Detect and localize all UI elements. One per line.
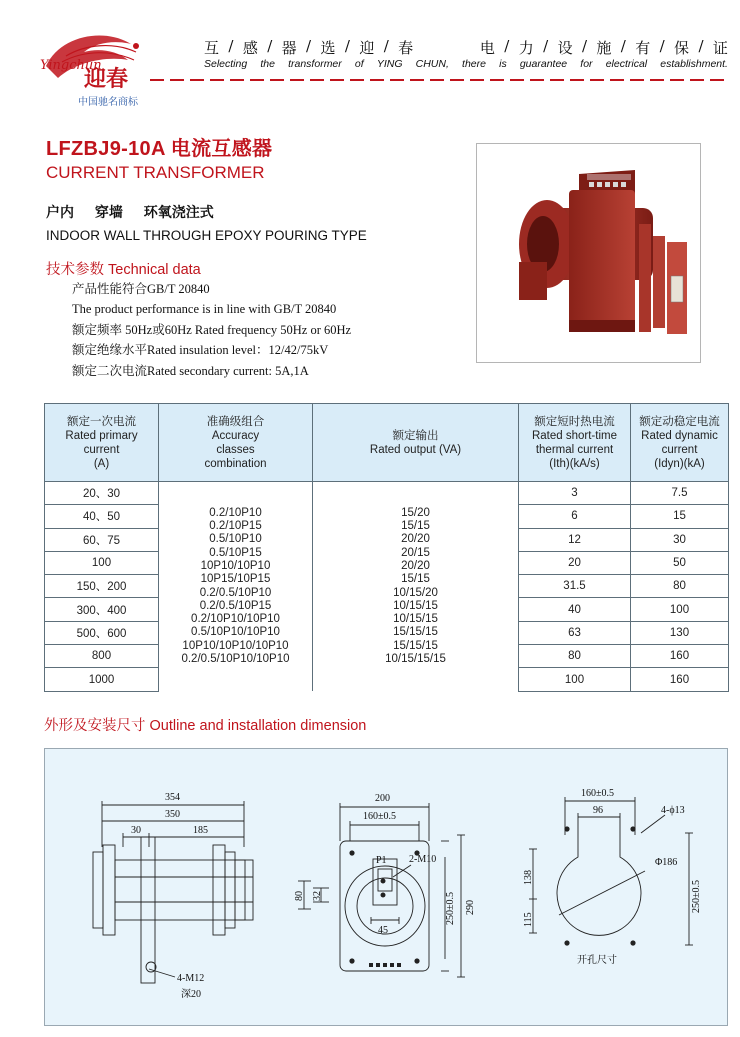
product-type-chinese: 户内 穿墙 环氧浇注式 bbox=[46, 205, 214, 221]
thermal-current-cell: 31.5 bbox=[519, 575, 631, 598]
header-divider bbox=[150, 79, 728, 81]
brand-mark: 迎春 bbox=[84, 66, 129, 92]
technical-data-lines bbox=[72, 279, 351, 381]
dynamic-current-cell: 50 bbox=[631, 551, 729, 574]
primary-current-cell: 60、75 bbox=[45, 528, 159, 551]
spec-line: 额定绝缘水平Rated insulation level：12/42/75kV bbox=[72, 343, 329, 358]
slogan-word: there bbox=[462, 58, 486, 70]
dim-label: 80 bbox=[294, 891, 305, 901]
thermal-current-cell: 80 bbox=[519, 645, 631, 668]
thermal-current-cell: 20 bbox=[519, 551, 631, 574]
thermal-current-cell: 6 bbox=[519, 505, 631, 528]
header-accuracy-classes: 准确级组合 Accuracy classes combination bbox=[159, 404, 313, 482]
outline-heading: 外形及安装尺寸 Outline and installation dimension bbox=[44, 718, 367, 734]
dim-label: 160±0.5 bbox=[581, 788, 614, 799]
dynamic-current-cell: 7.5 bbox=[631, 482, 729, 505]
slogan-word: the bbox=[260, 58, 275, 70]
slogan-char: 春 bbox=[398, 39, 414, 57]
rated-output-cell: 15/20 15/15 20/20 20/15 20/20 15/15 10/15/20 10/15/15 10/15/15 15/15/15 15/15/15 10/15/15/15 bbox=[313, 482, 519, 692]
product-title-english: CURRENT TRANSFORMER bbox=[46, 163, 265, 182]
slogan-english bbox=[204, 58, 728, 70]
primary-current-cell: 100 bbox=[45, 551, 159, 574]
technical-data-heading: 技术参数 Technical data bbox=[46, 262, 201, 278]
dim-label: 354 bbox=[165, 792, 180, 803]
product-title: LFZBJ9-10A 电流互感器 bbox=[46, 138, 273, 160]
mounting-hole bbox=[564, 940, 569, 945]
dim-label: 290 bbox=[465, 900, 476, 915]
header-rated-output: 额定输出 Rated output (VA) bbox=[313, 404, 519, 482]
spec-line: 产品性能符合GB/T 20840 bbox=[72, 282, 210, 296]
slogan-word: YING bbox=[376, 58, 403, 70]
side-view bbox=[93, 801, 253, 983]
dynamic-current-cell: 30 bbox=[631, 528, 729, 551]
dim-label: 185 bbox=[193, 825, 208, 836]
slogan-word: is bbox=[499, 58, 507, 70]
primary-current-cell: 150、200 bbox=[45, 575, 159, 598]
header-rated-primary-current: 额定一次电流 Rated primary current (A) bbox=[45, 404, 159, 482]
dim-label: P1 bbox=[376, 855, 387, 866]
dynamic-current-cell: 160 bbox=[631, 668, 729, 691]
slogan-char: 器 bbox=[281, 39, 297, 57]
thermal-current-cell: 63 bbox=[519, 621, 631, 644]
slogan-char: 保 bbox=[674, 39, 690, 57]
slogan-char: 互 bbox=[204, 39, 220, 57]
dim-label: 4-M12 bbox=[177, 973, 205, 984]
dim-label: 200 bbox=[375, 793, 390, 804]
slogan-char: 证 bbox=[712, 39, 728, 57]
slogan-word: of bbox=[354, 58, 364, 70]
dynamic-current-cell: 160 bbox=[631, 645, 729, 668]
slogan-chinese: 互 / 感 / 器 / 选 / 迎 / 春 电 / 力 / 设 / 施 / 有 / 保 / 证 bbox=[204, 37, 728, 57]
dynamic-current-cell: 100 bbox=[631, 598, 729, 621]
mounting-hole bbox=[630, 826, 635, 831]
slogan-word: Selecting bbox=[204, 58, 248, 70]
header-thermal-current: 额定短时热电流 Rated short-time thermal current (Ith)(kA/s) bbox=[519, 404, 631, 482]
slogan-char: 力 bbox=[518, 39, 534, 57]
cutout-caption: 开孔尺寸 bbox=[577, 955, 617, 966]
specification-table bbox=[44, 403, 729, 692]
current-transformer-image bbox=[477, 144, 700, 362]
dim-label: 96 bbox=[593, 805, 603, 816]
product-type-english: INDOOR WALL THROUGH EPOXY POURING TYPE bbox=[46, 228, 367, 243]
front-hole bbox=[414, 958, 419, 963]
dim-label: Φ186 bbox=[655, 857, 678, 868]
slogan-word: transformer bbox=[288, 58, 342, 70]
dimension-drawing bbox=[45, 749, 727, 1025]
front-hole bbox=[349, 958, 354, 963]
dim-label: 45 bbox=[378, 925, 388, 936]
brand-script: Yingchun bbox=[40, 58, 102, 73]
primary-current-cell: 40、50 bbox=[45, 505, 159, 528]
spec-line: 额定频率 50Hz或60Hz Rated frequency 50Hz or 60Hz bbox=[72, 322, 352, 337]
dim-label: 30 bbox=[131, 825, 141, 836]
terminal-hole bbox=[381, 879, 386, 884]
front-view bbox=[298, 803, 465, 977]
slogan-char: 设 bbox=[557, 39, 573, 57]
slogan-char: 选 bbox=[320, 39, 336, 57]
spec-line: 额定二次电流Rated secondary current: 5A,1A bbox=[72, 363, 309, 378]
primary-current-cell: 800 bbox=[45, 645, 159, 668]
mounting-hole bbox=[630, 940, 635, 945]
dim-label: 深20 bbox=[181, 989, 201, 1000]
slogan-word: establishment. bbox=[660, 58, 728, 70]
slogan-char: 电 bbox=[479, 39, 495, 57]
dynamic-current-cell: 80 bbox=[631, 575, 729, 598]
thermal-current-cell: 12 bbox=[519, 528, 631, 551]
slogan-char: 感 bbox=[242, 39, 258, 57]
table-header-row bbox=[45, 404, 729, 482]
product-photo bbox=[476, 143, 701, 363]
thermal-current-cell: 3 bbox=[519, 482, 631, 505]
dim-label: 2-M10 bbox=[409, 854, 437, 865]
thermal-current-cell: 40 bbox=[519, 598, 631, 621]
primary-current-cell: 500、600 bbox=[45, 621, 159, 644]
dynamic-current-cell: 15 bbox=[631, 505, 729, 528]
cutout-view bbox=[529, 797, 693, 945]
brand-subtitle: 中国驰名商标 bbox=[78, 97, 138, 108]
mounting-hole bbox=[564, 826, 569, 831]
dim-label: 250±0.5 bbox=[691, 880, 702, 913]
terminal-hole bbox=[381, 893, 386, 898]
dynamic-current-cell: 130 bbox=[631, 621, 729, 644]
dim-label: 138 bbox=[523, 870, 534, 885]
table-row bbox=[45, 482, 729, 505]
dim-label: 115 bbox=[523, 912, 534, 927]
slogan-char: 有 bbox=[635, 39, 651, 57]
accuracy-classes-cell: 0.2/10P10 0.2/10P15 0.5/10P10 0.5/10P15 10P10/10P10 10P15/10P15 0.2/0.5/10P10 0.2/0.5/10P15 0.2/10P10/10P10 0.5/10P10/10P10 10P10/10P10/10P10 0.2/0.5/10P10/10P10 bbox=[159, 482, 313, 692]
dim-label: 160±0.5 bbox=[363, 811, 396, 822]
slogan-word: guarantee bbox=[519, 58, 568, 70]
primary-current-cell: 1000 bbox=[45, 668, 159, 691]
slogan-word: for bbox=[580, 58, 593, 70]
outline-drawing bbox=[44, 748, 728, 1026]
slogan-char: 施 bbox=[596, 39, 612, 57]
dim-label: 4-ϕ13 bbox=[661, 805, 685, 816]
header-dynamic-current: 额定动稳定电流 Rated dynamic current (Idyn)(kA) bbox=[631, 404, 729, 482]
thermal-current-cell: 100 bbox=[519, 668, 631, 691]
spec-line: The product performance is in line with GB/T 20840 bbox=[72, 302, 337, 317]
slogan-word: CHUN, bbox=[415, 58, 449, 70]
dim-label: 32 bbox=[312, 891, 323, 901]
dim-label: 350 bbox=[165, 809, 180, 820]
slogan-word: electrical bbox=[605, 58, 648, 70]
primary-current-cell: 300、400 bbox=[45, 598, 159, 621]
slogan-char: 迎 bbox=[359, 39, 375, 57]
dim-label: 250±0.5 bbox=[445, 892, 456, 925]
front-hole bbox=[349, 850, 354, 855]
primary-current-cell: 20、30 bbox=[45, 482, 159, 505]
